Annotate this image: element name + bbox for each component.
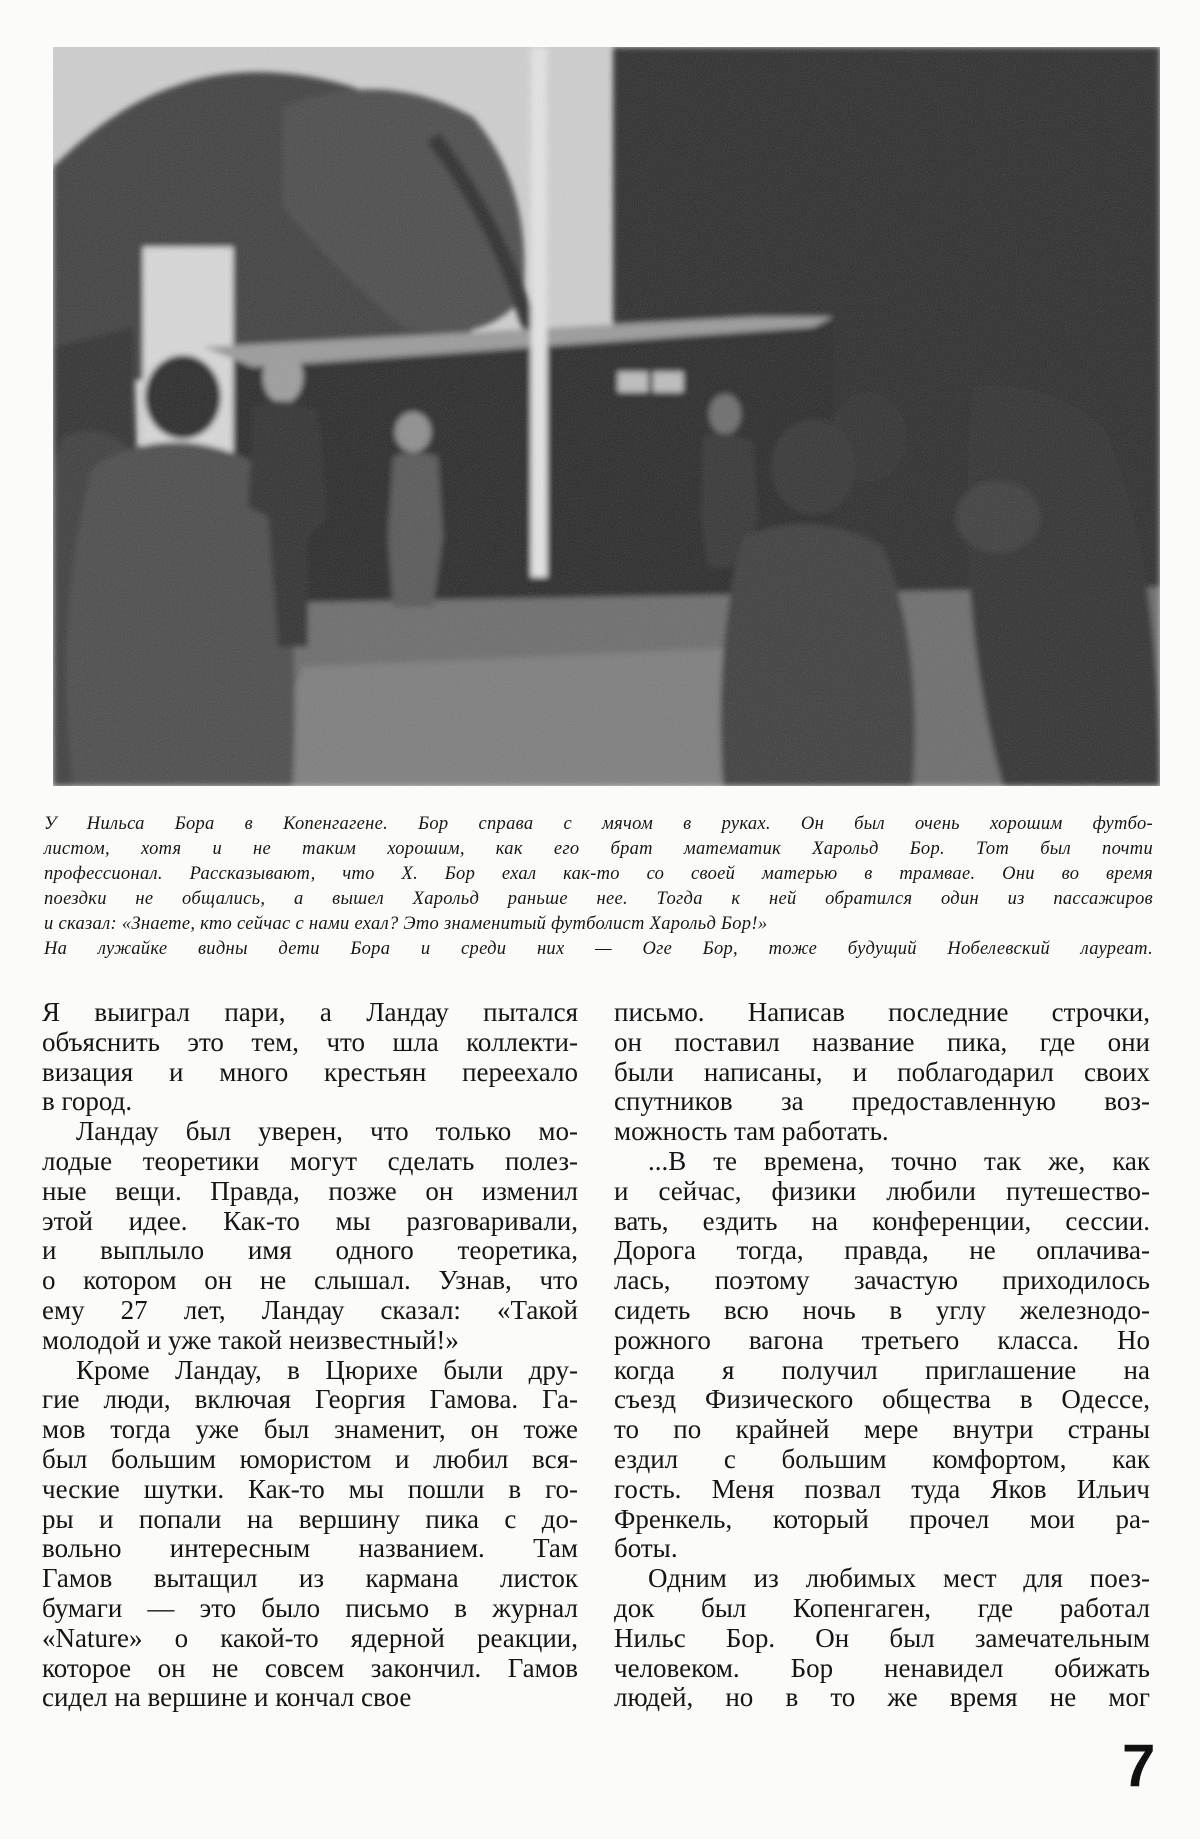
text-line: можность там работать.	[614, 1116, 889, 1147]
text-line: которое он не совсем закончил. Гамов	[42, 1652, 578, 1683]
photo-caption	[44, 812, 1153, 962]
text-line: объяснить это тем, что шла коллекти-	[42, 1026, 578, 1057]
text-line: письмо. Написав последние строчки,	[614, 997, 1150, 1027]
text-line: ему 27 лет, Ландау сказал: «Такой	[42, 1294, 578, 1325]
text-line: то по крайней мере внутри страны	[614, 1414, 1150, 1445]
text-line: мов тогда уже был знаменит, он тоже	[42, 1414, 578, 1445]
text-line: бумаги — это было письмо в журнал	[42, 1592, 578, 1623]
text-line: вать, ездить на конференции, сессии.	[614, 1205, 1150, 1236]
text-line: визация и много крестьян переехало	[42, 1056, 578, 1087]
text-line: съезд Физического общества в Одессе,	[614, 1384, 1150, 1415]
caption-line: У Нильса Бора в Копенгагене. Бор справа с мячом в руках. Он был очень хорошим футбо-	[44, 814, 1153, 834]
caption-line: На лужайке видны дети Бора и среди них — Оге Бор, тоже будущий Нобелевский лауреат.	[44, 939, 1153, 959]
text-line: Нильс Бор. Он был замечательным	[614, 1622, 1150, 1653]
photo-bohr-copenhagen	[53, 47, 1160, 786]
text-line: человеком. Бор ненавидел обижать	[614, 1652, 1150, 1683]
text-line: гость. Меня позвал туда Яков Ильич	[614, 1473, 1150, 1504]
text-line: «Nature» о какой-то ядерной реакции,	[42, 1622, 578, 1653]
caption-line: листом, хотя и не таким хорошим, как его брат математик Харольд Бор. Тот был почти	[44, 839, 1153, 859]
text-line: этой идее. Как-то мы разговаривали,	[42, 1205, 578, 1236]
text-line: ездил с большим комфортом, как	[614, 1443, 1150, 1474]
text-line: Дорога тогда, правда, не оплачива-	[614, 1235, 1150, 1266]
text-column-left	[42, 998, 578, 1713]
text-line: лась, поэтому зачастую приходилось	[614, 1265, 1150, 1296]
text-line: Одним из любимых мест для поез-	[648, 1563, 1150, 1594]
text-line: рожного вагона третьего класса. Но	[614, 1324, 1150, 1355]
text-line: были написаны, и поблагодарил своих	[614, 1056, 1150, 1087]
text-line: боты.	[614, 1533, 678, 1564]
text-line: ...В те времена, точно так же, как	[648, 1145, 1150, 1176]
text-line: Френкель, который прочел мои ра-	[614, 1503, 1150, 1534]
text-line: ные вещи. Правда, позже он изменил	[42, 1175, 578, 1206]
text-line: сидеть всю ночь в углу железнодо-	[614, 1294, 1150, 1325]
text-line: когда я получил приглашение на	[614, 1354, 1150, 1385]
text-line: о котором он не слышал. Узнав, что	[42, 1265, 578, 1296]
text-line: док был Копенгаген, где работал	[614, 1592, 1150, 1623]
text-line: спутников за предоставленную воз-	[614, 1086, 1150, 1117]
text-line: он поставил название пика, где они	[614, 1026, 1150, 1057]
text-line: людей, но в то же время не мог	[614, 1682, 1150, 1713]
text-line: ческие шутки. Как-то мы пошли в го-	[42, 1473, 578, 1504]
text-line: Ландау был уверен, что только мо-	[76, 1116, 578, 1147]
page-number: 7	[1122, 1732, 1156, 1799]
text-line: и выплыло имя одного теоретика,	[42, 1235, 578, 1266]
text-line: вольно интересным названием. Там	[42, 1533, 578, 1564]
text-line: и сейчас, физики любили путешество-	[614, 1175, 1150, 1206]
text-line: сидел на вершине и кончал свое	[42, 1682, 412, 1713]
text-line: Гамов вытащил из кармана листок	[42, 1563, 578, 1594]
text-line: ры и попали на вершину пика с до-	[42, 1503, 578, 1534]
caption-line: поездки не общались, а вышел Харольд раньше нее. Тогда к ней обратился один из пассажиров	[44, 889, 1153, 909]
text-line: был большим юмористом и любил вся-	[42, 1443, 578, 1474]
text-line: молодой и уже такой неизвестный!»	[42, 1324, 459, 1355]
text-line: гие люди, включая Георгия Гамова. Га-	[42, 1384, 578, 1415]
text-line: в город.	[42, 1086, 133, 1117]
caption-line: профессионал. Рассказывают, что Х. Бор ехал как-то со своей матерью в трамвае. Они во время	[44, 864, 1153, 884]
text-column-right	[614, 998, 1150, 1713]
text-line: Я выиграл пари, а Ландау пытался	[42, 997, 578, 1027]
caption-line: и сказал: «Знаете, кто сейчас с нами ехал? Это знаменитый футболист Харольд Бор!»	[44, 914, 768, 934]
text-line: Кроме Ландау, в Цюрихе были дру-	[76, 1354, 578, 1385]
text-line: лодые теоретики могут сделать полез-	[42, 1145, 578, 1176]
